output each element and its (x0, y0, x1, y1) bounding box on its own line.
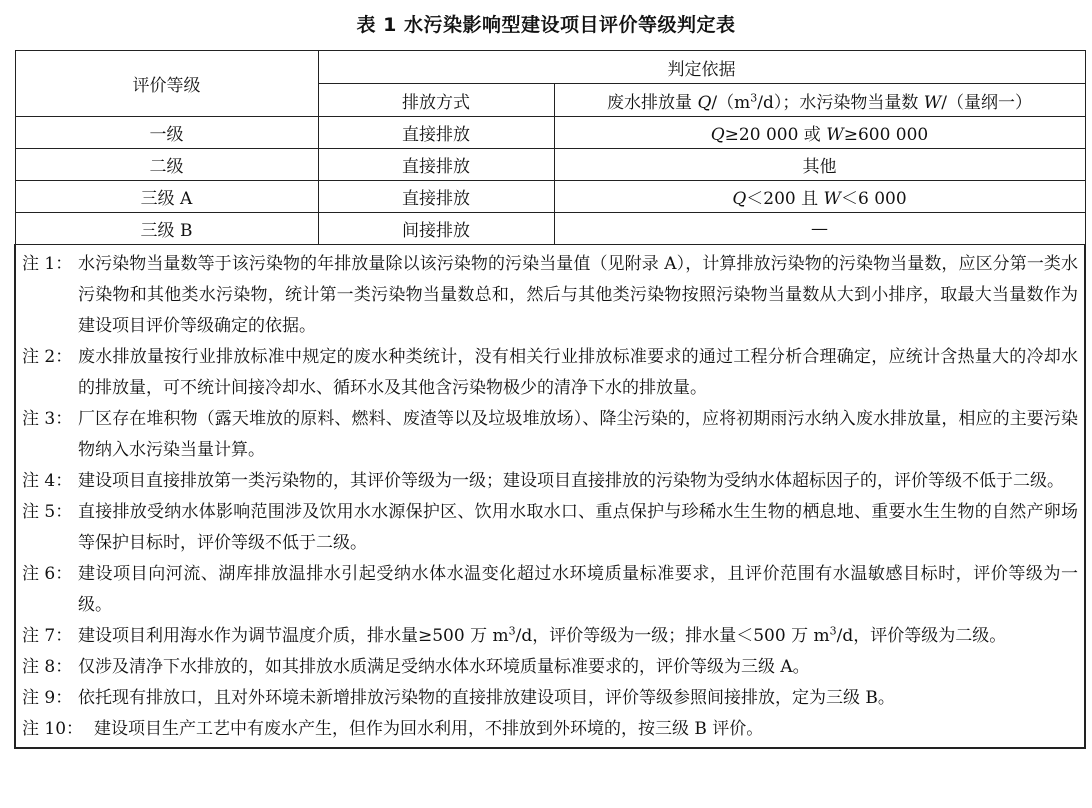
note-text: 厂区存在堆积物（露天堆放的原料、燃料、废渣等以及垃圾堆放场）、降尘污染的，应将初期雨污水纳入废水排放量，相应的主要污染物纳入水污染当量计算。 (78, 409, 1078, 460)
note-label: 注 8： (22, 657, 73, 677)
method-cell: 直接排放 (318, 149, 554, 181)
note-text: 建设项目生产工艺中有废水产生，但作为回水利用，不排放到外环境的，按三级 B 评价。 (94, 719, 764, 739)
note-text: 建设项目向河流、湖库排放温排水引起受纳水体水温变化超过水环境质量标准要求，且评价范围有水温敏感目标时，评价等级为一级。 (78, 564, 1078, 615)
level-cell: 一级 (15, 117, 318, 149)
note-text: 水污染物当量数等于该污染物的年排放量除以该污染物的污染当量值（见附录 A），计算排放污染物的污染物当量数，应区分第一类水污染物和其他类水污染物，统计第一类污染物当量数总和，然后与其他类污染物按照污染物当量数从大到小排序，取最大当量数作为建设项目评价等级确定的依据。 (78, 254, 1078, 336)
note-item (22, 652, 1078, 683)
note-text: 直接排放受纳水体影响范围涉及饮用水水源保护区、饮用水取水口、重点保护与珍稀水生生物的栖息地、重要水生生物的自然产卵场等保护目标时，评价等级不低于二级。 (78, 502, 1078, 553)
header-row-1 (15, 51, 1085, 84)
note-text: 仅涉及清净下水排放的，如其排放水质满足受纳水体水环境质量标准要求的，评价等级为三级 A。 (78, 657, 810, 677)
criteria-cell: Q≥20 000 或 W≥600 000 (554, 117, 1085, 149)
note-label: 注 7： (22, 626, 73, 646)
note-text: 废水排放量按行业排放标准中规定的废水种类统计，没有相关行业排放标准要求的通过工程分析合理确定，应统计含热量大的冷却水的排放量，可不统计间接冷却水、循环水及其他含污染物极少的清净下水的排放量。 (78, 347, 1078, 398)
table-title: 表 1 水污染影响型建设项目评价等级判定表 (356, 14, 736, 36)
note-item (22, 714, 1078, 745)
note-item (22, 559, 1078, 621)
note-label: 注 4： (22, 471, 73, 491)
note-label: 注 9： (22, 688, 73, 708)
note-label: 注 10： (22, 719, 84, 739)
note-item (22, 404, 1078, 466)
header-criteria: 废水排放量 $Q/(m^3/d)$；水污染物当量数 W/（量纲一） (554, 84, 1085, 117)
note-item (22, 466, 1078, 497)
notes-cell (15, 245, 1085, 749)
note-label: 注 6： (22, 564, 73, 584)
note-label: 注 3： (22, 409, 73, 429)
level-cell: 二级 (15, 149, 318, 181)
level-cell: 三级 B (15, 213, 318, 245)
table-row (15, 149, 1085, 181)
level-cell: 三级 A (15, 181, 318, 213)
table-row (15, 117, 1085, 149)
grade-table (14, 50, 1086, 749)
note-item (22, 621, 1078, 652)
note-item (22, 683, 1078, 714)
table-row (15, 213, 1085, 245)
note-item (22, 497, 1078, 559)
table-row (15, 181, 1085, 213)
criteria-cell: Q＜200 且 W＜6 000 (554, 181, 1085, 213)
note-label: 注 2： (22, 347, 73, 367)
header-level: 评价等级 (15, 51, 318, 117)
note-text: 建设项目利用海水作为调节温度介质，排水量≥500 万 $m^3/d$，评价等级为一级；排水量＜500 万 $m^3/d$，评价等级为二级。 (78, 624, 1007, 646)
header-basis: 判定依据 (318, 51, 1085, 84)
criteria-cell: 其他 (554, 149, 1085, 181)
note-text: 依托现有排放口，且对外环境未新增排放污染物的直接排放建设项目，评价等级参照间接排放，定为三级 B。 (78, 688, 895, 708)
criteria-cell: — (554, 213, 1085, 245)
notes-row (15, 245, 1085, 749)
method-cell: 直接排放 (318, 181, 554, 213)
note-text: 建设项目直接排放第一类污染物的，其评价等级为一级；建设项目直接排放的污染物为受纳水体超标因子的，评价等级不低于二级。 (78, 471, 1064, 491)
note-label: 注 1： (22, 254, 73, 274)
note-item (22, 342, 1078, 404)
header-method: 排放方式 (318, 84, 554, 117)
note-label: 注 5： (22, 502, 73, 522)
method-cell: 直接排放 (318, 117, 554, 149)
method-cell: 间接排放 (318, 213, 554, 245)
note-item (22, 249, 1078, 342)
